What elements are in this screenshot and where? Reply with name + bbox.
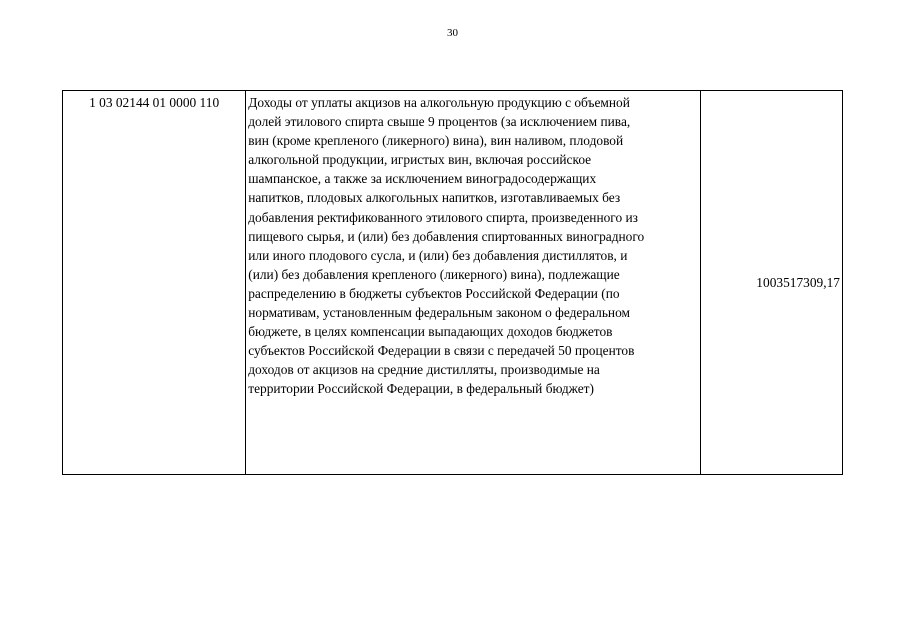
page-number: 30 — [447, 27, 458, 39]
table-row — [63, 91, 843, 475]
revenue-amount: 1003517309,17 — [700, 91, 842, 475]
revenue-description: Доходы от уплаты акцизов на алкогольную продукцию с объемной долей этилового спирта свыше 9 процентов (за исключением пива, вин (кроме крепленого (ликерного) вина), вин наливом, плодовой алкогольной продукции, игристых вин, включая российское шампанское, а также за исключением виноградосодержащих напитков, плодовых алкогольных напитков, изготавливаемых без добавления ректификованного этилового спирта, произведенного из пищевого сырья, и (или) без добавления спиртованных виноградного или иного плодового сусла, и (или) без добавления дистиллятов, и (или) без добавления крепленого (ликерного) вина), подлежащие распределению в бюджеты субъектов Российской Федерации (по нормативам, установленным федеральным законом о федеральном бюджете, в целях компенсации выпадающих доходов бюджетов субъектов Российской Федерации в связи с передачей 50 процентов доходов от акцизов на средние дистилляты, производимые на территории Российской Федерации, в федеральный бюджет) — [246, 91, 701, 475]
budget-classification-code: 1 03 02144 01 0000 110 — [63, 91, 246, 475]
budget-revenue-table — [62, 90, 843, 475]
